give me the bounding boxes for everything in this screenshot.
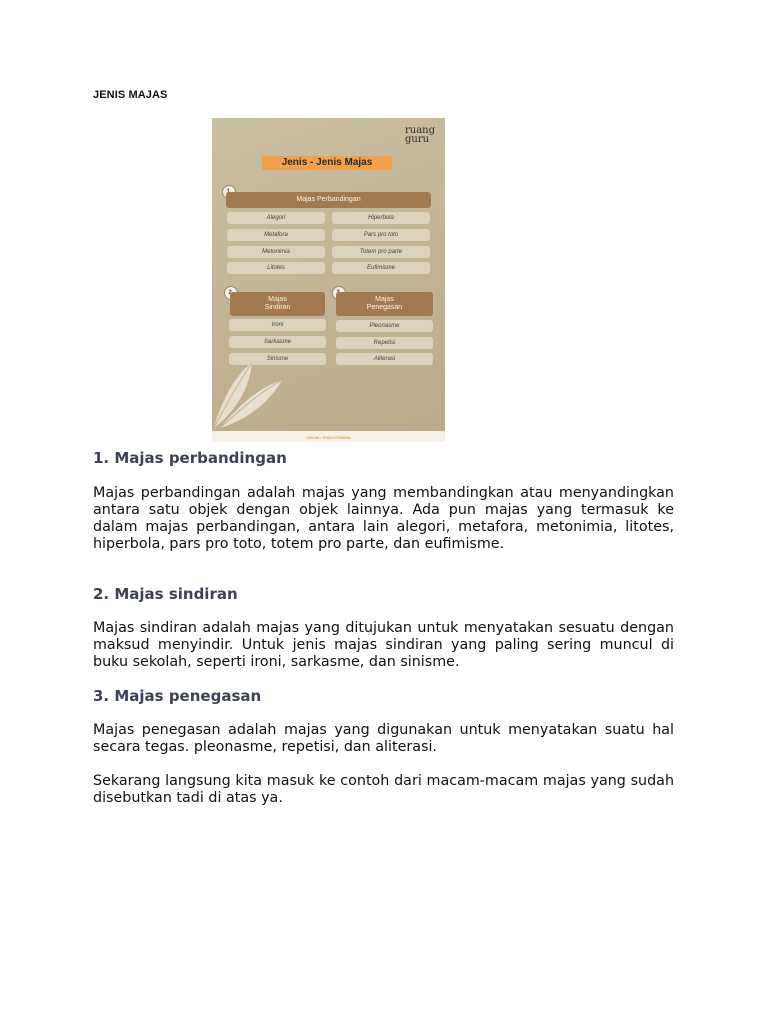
ruangguru-logo: ruang guru [405, 125, 436, 145]
chip-sinisme: Sinisme [229, 353, 326, 365]
chip-pars-pro-toto: Pars pro toto [332, 229, 430, 241]
chip-repetisi: Repetisi [336, 337, 433, 349]
chip-hiperbola: Hiperbola [332, 212, 430, 224]
chip-metonimia: Metonimia [227, 246, 325, 258]
section1-title: 1. Majas perbandingan [93, 449, 287, 467]
chip-alegori: Alegori [227, 212, 325, 224]
chip-sarkasme: Sarkasme [229, 336, 326, 348]
section3-heading: Majas Penegasan [336, 292, 433, 316]
chip-metafora: Metafora [227, 229, 325, 241]
chip-totem-pro-parte: Totem pro parte [332, 246, 430, 258]
visual-credit: VISUAL: RISA UTAMINA [306, 435, 351, 440]
section3-paragraph: Majas penegasan adalah majas yang digunakan untuk menyatakan suatu hal secara tegas. pleonasme, repetisi, dan aliterasi. [93, 722, 674, 755]
closing-paragraph: Sekarang langsung kita masuk ke contoh dari macam-macam majas yang sudah disebutkan tadi di atas ya. [93, 773, 674, 806]
chip-aliterasi: Aliterasi [336, 353, 433, 365]
section1-heading: Majas Perbandingan [226, 192, 431, 208]
section2-title: 2. Majas sindiran [93, 585, 238, 603]
chip-ironi: Ironi [229, 319, 326, 331]
section2-paragraph: Majas sindiran adalah majas yang ditujukan untuk menyatakan sesuatu dengan maksud menyindir. Untuk jenis majas sindiran yang paling sering muncul di buku sekolah, seperti ironi, sarkasme, dan sinisme. [93, 620, 674, 670]
majas-infographic [212, 118, 445, 442]
section2-heading: Majas Sindiran [230, 292, 325, 316]
chip-pleonasme: Pleonasme [336, 320, 433, 332]
feather-illustration [212, 358, 302, 430]
document-title: JENIS MAJAS [93, 89, 168, 101]
infographic-banner: Jenis - Jenis Majas [262, 156, 392, 170]
chip-eufimisme: Eufimisme [332, 262, 430, 274]
section1-paragraph: Majas perbandingan adalah majas yang membandingkan atau menyandingkan antara satu objek dengan objek lainnya. Ada pun majas yang termasuk ke dalam majas perbandingan, antara lain alegori, metafora, metonimia, litotes, hiperbola, pars pro toto, totem pro parte, dan eufimisme. [93, 485, 674, 552]
chip-litotes: Litotes [227, 262, 325, 274]
section3-title: 3. Majas penegasan [93, 687, 262, 705]
